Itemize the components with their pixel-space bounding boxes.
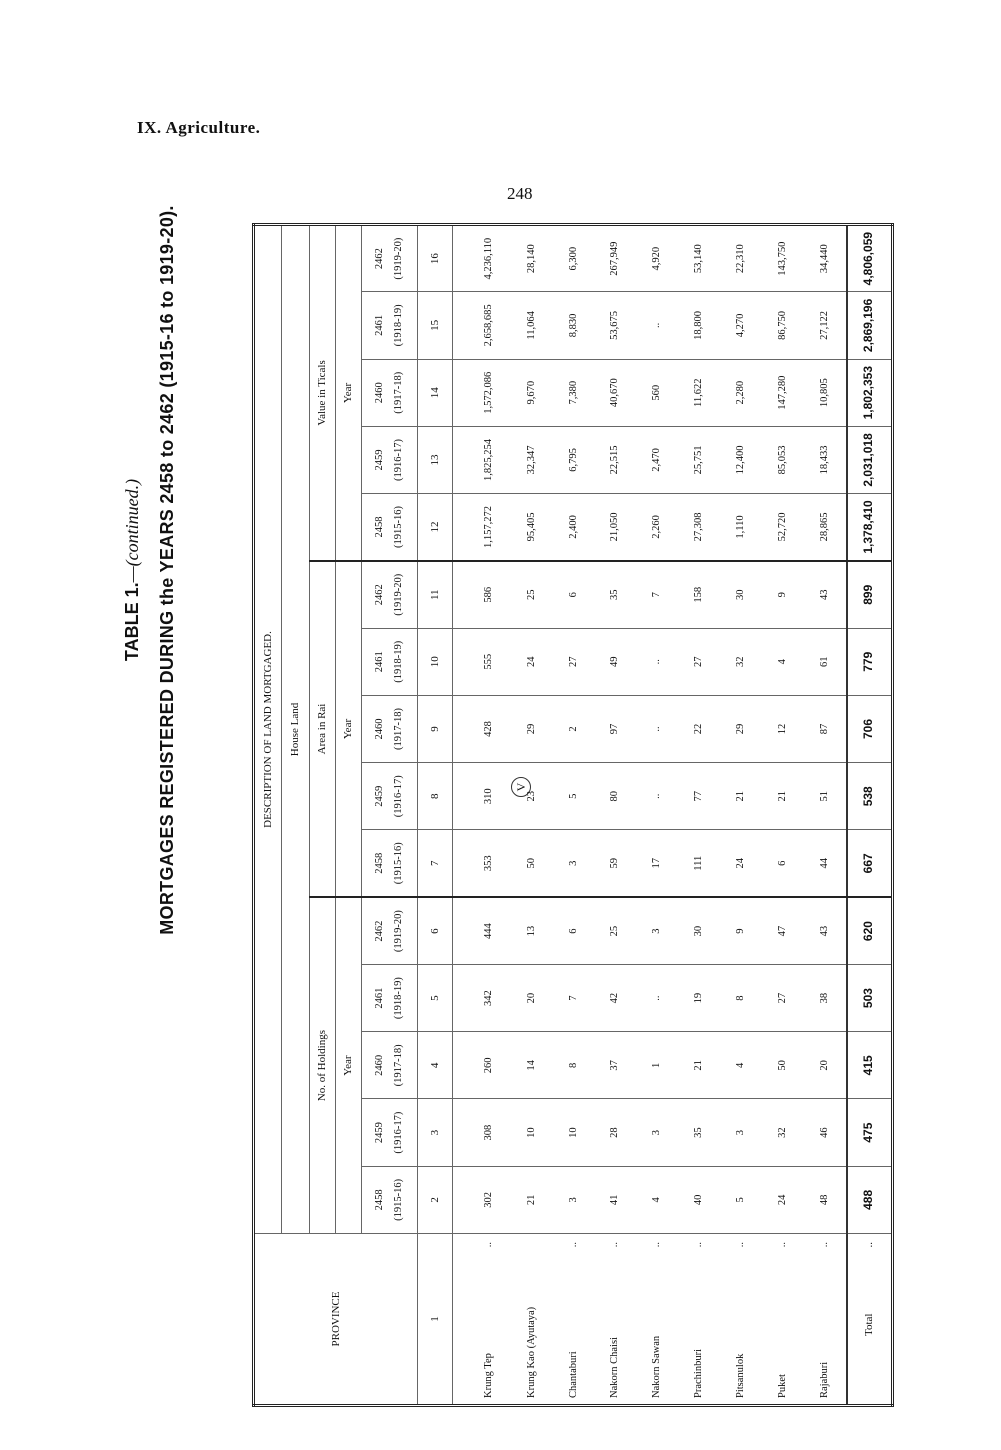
- table-titles: [70, 140, 230, 1000]
- table-title: [122, 140, 143, 1000]
- value-cell: 267,949: [594, 225, 636, 292]
- year-be: 2461: [374, 987, 386, 1009]
- area-cell: 24: [511, 628, 553, 695]
- province-name: Nakorn Sawan: [651, 1335, 663, 1398]
- area-cell: 27: [553, 628, 595, 695]
- holdings-cell: 21: [511, 1166, 553, 1233]
- holdings-cell: 620: [847, 897, 893, 964]
- year-ad: (1917-18): [392, 1044, 404, 1087]
- area-cell: 310: [453, 763, 511, 830]
- holdings-cell: 50: [762, 1032, 804, 1099]
- year-ad: (1918-19): [392, 304, 404, 347]
- year-be: 2458: [374, 516, 386, 538]
- year-be: 2460: [374, 1054, 386, 1076]
- value-cell: 22,515: [594, 426, 636, 493]
- area-cell: 25: [511, 561, 553, 628]
- area-cell: 27: [678, 628, 720, 695]
- holdings-cell: 41: [594, 1166, 636, 1233]
- year-be: 2462: [374, 920, 386, 942]
- holdings-cell: 42: [594, 964, 636, 1031]
- year-header-cell: [362, 897, 418, 964]
- holdings-cell: 4: [720, 1032, 762, 1099]
- area-cell: 50: [511, 830, 553, 897]
- holdings-cell: 27: [762, 964, 804, 1031]
- year-ad: (1916-17): [392, 438, 404, 481]
- year-header-cell: [362, 359, 418, 426]
- value-cell: 40,670: [594, 359, 636, 426]
- holdings-cell: 35: [678, 1099, 720, 1166]
- area-cell: 158: [678, 561, 720, 628]
- value-cell: 10,805: [804, 359, 847, 426]
- year-ad: (1919-20): [392, 237, 404, 280]
- province-cell: [553, 1234, 595, 1406]
- holdings-cell: 475: [847, 1099, 893, 1166]
- year-header-cell: [362, 1099, 418, 1166]
- year-ad: (1917-18): [392, 371, 404, 414]
- province-cell: [636, 1234, 678, 1406]
- area-cell: 706: [847, 695, 893, 762]
- column-number: 11: [418, 561, 453, 628]
- year-header-cell: [362, 763, 418, 830]
- year-be: 2461: [374, 651, 386, 673]
- year-be: 2459: [374, 449, 386, 471]
- value-cell: 560: [636, 359, 678, 426]
- year-header-cell: [362, 292, 418, 359]
- leader-dots: ..: [863, 1242, 876, 1248]
- holdings-cell: 5: [720, 1166, 762, 1233]
- area-cell: 61: [804, 628, 847, 695]
- table-header: [254, 225, 418, 1406]
- holdings-cell: 30: [678, 897, 720, 964]
- column-number: 7: [418, 830, 453, 897]
- area-cell: 7: [636, 561, 678, 628]
- province-name: Krung Tep: [482, 1353, 494, 1398]
- area-year-header: Year: [336, 561, 362, 897]
- value-cell: 18,800: [678, 292, 720, 359]
- year-header-cell: [362, 426, 418, 493]
- value-cell: 18,433: [804, 426, 847, 493]
- year-header-cell: [362, 225, 418, 292]
- column-number: 1: [418, 1234, 453, 1406]
- value-cell: 7,380: [553, 359, 595, 426]
- province-cell: [678, 1234, 720, 1406]
- province-cell: [847, 1234, 893, 1406]
- value-cell: 25,751: [678, 426, 720, 493]
- year-ad: (1918-19): [392, 977, 404, 1020]
- holdings-cell: 20: [804, 1032, 847, 1099]
- area-cell: 538: [847, 763, 893, 830]
- value-cell: 2,658,685: [453, 292, 511, 359]
- area-cell: 24: [720, 830, 762, 897]
- year-ad: (1918-19): [392, 640, 404, 683]
- holdings-cell: 260: [453, 1032, 511, 1099]
- leader-dots: ..: [818, 1242, 830, 1248]
- year-header-cell: [362, 561, 418, 628]
- mortgage-table-container: [252, 223, 894, 1407]
- year-be: 2462: [374, 248, 386, 270]
- province-cell: [594, 1234, 636, 1406]
- column-number: 15: [418, 292, 453, 359]
- value-cell: 4,806,059: [847, 225, 893, 292]
- year-row: [362, 225, 418, 1406]
- year-header-cell: [362, 1032, 418, 1099]
- area-cell: 586: [453, 561, 511, 628]
- year-be: 2459: [374, 785, 386, 807]
- value-cell: 22,310: [720, 225, 762, 292]
- year-header-cell: [362, 1166, 418, 1233]
- area-cell: 555: [453, 628, 511, 695]
- holdings-header: No. of Holdings: [310, 897, 336, 1233]
- holdings-cell: 10: [511, 1099, 553, 1166]
- value-year-header: Year: [336, 225, 362, 561]
- area-cell: 29: [511, 695, 553, 762]
- table-number: TABLE 1.: [122, 582, 142, 662]
- value-cell: 4,270: [720, 292, 762, 359]
- leader-dots: ..: [734, 1242, 746, 1248]
- holdings-cell: ..: [636, 964, 678, 1031]
- holdings-cell: 8: [720, 964, 762, 1031]
- area-cell: 899: [847, 561, 893, 628]
- holdings-cell: 25: [594, 897, 636, 964]
- area-cell: 49: [594, 628, 636, 695]
- value-cell: 52,720: [762, 494, 804, 561]
- holdings-cell: 21: [678, 1032, 720, 1099]
- holdings-cell: 8: [553, 1032, 595, 1099]
- value-cell: 143,750: [762, 225, 804, 292]
- table-subtitle: MORTGAGES REGISTERED DURING the YEARS 2458 to 2462 (1915-16 to 1919-20).: [157, 205, 177, 935]
- column-number: 14: [418, 359, 453, 426]
- area-cell: 5: [553, 763, 595, 830]
- leader-dots: ..: [567, 1242, 579, 1248]
- area-cell: ..: [636, 695, 678, 762]
- holdings-cell: 488: [847, 1166, 893, 1233]
- value-cell: 1,378,410: [847, 494, 893, 561]
- holdings-cell: 47: [762, 897, 804, 964]
- value-cell: 2,470: [636, 426, 678, 493]
- area-cell: 80: [594, 763, 636, 830]
- holdings-cell: 37: [594, 1032, 636, 1099]
- area-cell: 35: [594, 561, 636, 628]
- section-heading: IX. Agriculture.: [137, 118, 261, 137]
- value-cell: 2,280: [720, 359, 762, 426]
- holdings-cell: 19: [678, 964, 720, 1031]
- value-cell: 6,300: [553, 225, 595, 292]
- value-cell: 1,572,086: [453, 359, 511, 426]
- year-header-cell: [362, 695, 418, 762]
- column-number: 13: [418, 426, 453, 493]
- value-cell: 27,122: [804, 292, 847, 359]
- area-cell: 779: [847, 628, 893, 695]
- value-cell: 4,236,110: [453, 225, 511, 292]
- value-cell: 53,675: [594, 292, 636, 359]
- year-be: 2458: [374, 1189, 386, 1211]
- mortgage-table: [252, 223, 894, 1407]
- year-ad: (1919-20): [392, 573, 404, 616]
- value-cell: 28,865: [804, 494, 847, 561]
- area-header: Area in Rai: [310, 561, 336, 897]
- total-row: [847, 225, 893, 1406]
- year-header-cell: [362, 830, 418, 897]
- area-cell: ..: [636, 628, 678, 695]
- value-cell: 2,260: [636, 494, 678, 561]
- holdings-cell: 7: [553, 964, 595, 1031]
- year-header-cell: [362, 964, 418, 1031]
- province-header: PROVINCE: [254, 1234, 418, 1406]
- column-number: 9: [418, 695, 453, 762]
- area-cell: 6: [762, 830, 804, 897]
- province-name: Total: [863, 1313, 876, 1336]
- value-cell: 12,400: [720, 426, 762, 493]
- holdings-cell: 1: [636, 1032, 678, 1099]
- holdings-cell: 24: [762, 1166, 804, 1233]
- holdings-cell: 3: [636, 1099, 678, 1166]
- area-cell: 667: [847, 830, 893, 897]
- table-row: [453, 225, 511, 1406]
- leader-dots: ..: [609, 1242, 621, 1248]
- area-cell: ..: [636, 763, 678, 830]
- continued-label: —(continued.): [122, 478, 142, 583]
- holdings-cell: 302: [453, 1166, 511, 1233]
- value-cell: 1,802,353: [847, 359, 893, 426]
- holdings-year-header: Year: [336, 897, 362, 1233]
- value-cell: 95,405: [511, 494, 553, 561]
- area-cell: 4: [762, 628, 804, 695]
- leader-dots: ..: [482, 1242, 494, 1248]
- holdings-cell: 48: [804, 1166, 847, 1233]
- column-number: 2: [418, 1166, 453, 1233]
- area-cell: 21: [720, 763, 762, 830]
- leader-dots: ..: [651, 1242, 663, 1248]
- value-cell: 2,400: [553, 494, 595, 561]
- value-cell: 21,050: [594, 494, 636, 561]
- area-cell: 12: [762, 695, 804, 762]
- holdings-cell: 32: [762, 1099, 804, 1166]
- province-cell: [511, 1234, 553, 1406]
- area-cell: 6: [553, 561, 595, 628]
- area-cell: 3: [553, 830, 595, 897]
- area-cell: 59: [594, 830, 636, 897]
- table-row: [594, 225, 636, 1406]
- holdings-cell: 28: [594, 1099, 636, 1166]
- area-cell: 111: [678, 830, 720, 897]
- province-cell: [720, 1234, 762, 1406]
- holdings-cell: 43: [804, 897, 847, 964]
- description-header: DESCRIPTION OF LAND MORTGAGED.: [254, 225, 282, 1234]
- value-cell: 27,308: [678, 494, 720, 561]
- value-cell: 6,795: [553, 426, 595, 493]
- area-cell: 22: [678, 695, 720, 762]
- holdings-cell: 9: [720, 897, 762, 964]
- column-number: 8: [418, 763, 453, 830]
- value-cell: 1,825,254: [453, 426, 511, 493]
- area-cell: 9: [762, 561, 804, 628]
- holdings-cell: 3: [720, 1099, 762, 1166]
- area-cell: 29: [720, 695, 762, 762]
- leader-dots: ..: [776, 1242, 788, 1248]
- area-cell: 21: [762, 763, 804, 830]
- holdings-cell: 40: [678, 1166, 720, 1233]
- value-cell: 1,110: [720, 494, 762, 561]
- area-cell: 97: [594, 695, 636, 762]
- value-header: Value in Ticals: [310, 225, 336, 561]
- value-cell: 53,140: [678, 225, 720, 292]
- table-row: [553, 225, 595, 1406]
- column-number: 4: [418, 1032, 453, 1099]
- area-cell: 2: [553, 695, 595, 762]
- province-name: Pitsanulok: [734, 1353, 746, 1398]
- column-number: 3: [418, 1099, 453, 1166]
- year-be: 2462: [374, 584, 386, 606]
- value-cell: 8,830: [553, 292, 595, 359]
- table-row: [636, 225, 678, 1406]
- area-cell: 428: [453, 695, 511, 762]
- table-row: [678, 225, 720, 1406]
- value-cell: 2,031,018: [847, 426, 893, 493]
- column-number-row: [418, 225, 453, 1406]
- holdings-cell: 14: [511, 1032, 553, 1099]
- year-ad: (1915-16): [392, 505, 404, 548]
- area-cell: 17: [636, 830, 678, 897]
- province-name: Nakorn Chaisi: [609, 1337, 621, 1398]
- province-cell: [762, 1234, 804, 1406]
- holdings-cell: 13: [511, 897, 553, 964]
- area-cell: 51: [804, 763, 847, 830]
- year-be: 2461: [374, 314, 386, 336]
- value-cell: ..: [636, 292, 678, 359]
- year-be: 2460: [374, 718, 386, 740]
- area-cell: 353: [453, 830, 511, 897]
- year-ad: (1916-17): [392, 1111, 404, 1154]
- value-cell: 4,920: [636, 225, 678, 292]
- year-header-cell: [362, 494, 418, 561]
- column-number: 6: [418, 897, 453, 964]
- province-name: Puket: [776, 1374, 788, 1398]
- province-name: Prachinburi: [693, 1349, 705, 1398]
- value-cell: 9,670: [511, 359, 553, 426]
- area-cell: 44: [804, 830, 847, 897]
- column-number: 16: [418, 225, 453, 292]
- year-ad: (1917-18): [392, 708, 404, 751]
- value-cell: 2,869,196: [847, 292, 893, 359]
- holdings-cell: 3: [636, 897, 678, 964]
- area-cell: 43: [804, 561, 847, 628]
- area-cell: 23: [511, 763, 553, 830]
- province-name: Chantaburi: [567, 1351, 579, 1398]
- column-number: 12: [418, 494, 453, 561]
- holdings-cell: 415: [847, 1032, 893, 1099]
- table-row: [762, 225, 804, 1406]
- table-body: [453, 225, 847, 1406]
- value-cell: 32,347: [511, 426, 553, 493]
- column-number: 10: [418, 628, 453, 695]
- leader-dots: ..: [693, 1242, 705, 1248]
- province-name: Krung Kao (Ayutaya): [525, 1306, 537, 1398]
- year-ad: (1915-16): [392, 1178, 404, 1221]
- year-be: 2459: [374, 1122, 386, 1144]
- holdings-cell: 46: [804, 1099, 847, 1166]
- holdings-cell: 38: [804, 964, 847, 1031]
- area-cell: 87: [804, 695, 847, 762]
- holdings-cell: 4: [636, 1166, 678, 1233]
- year-ad: (1919-20): [392, 910, 404, 953]
- year-ad: (1915-16): [392, 842, 404, 885]
- page-number: 248: [507, 184, 533, 203]
- holdings-cell: 308: [453, 1099, 511, 1166]
- value-cell: 11,622: [678, 359, 720, 426]
- area-cell: 30: [720, 561, 762, 628]
- table-row: [511, 225, 553, 1406]
- house-land-header: House Land: [282, 225, 310, 1234]
- page-mark: V: [511, 777, 531, 797]
- province-name: Rajaburi: [818, 1361, 830, 1398]
- value-cell: 85,053: [762, 426, 804, 493]
- area-cell: 77: [678, 763, 720, 830]
- value-cell: 11,064: [511, 292, 553, 359]
- year-ad: (1916-17): [392, 775, 404, 818]
- province-cell: [453, 1234, 511, 1406]
- table-row: [804, 225, 847, 1406]
- holdings-cell: 6: [553, 897, 595, 964]
- holdings-cell: 20: [511, 964, 553, 1031]
- year-be: 2458: [374, 852, 386, 874]
- area-cell: 32: [720, 628, 762, 695]
- value-cell: 147,280: [762, 359, 804, 426]
- year-be: 2460: [374, 382, 386, 404]
- value-cell: 86,750: [762, 292, 804, 359]
- column-number: 5: [418, 964, 453, 1031]
- value-cell: 1,157,272: [453, 494, 511, 561]
- holdings-cell: 503: [847, 964, 893, 1031]
- value-cell: 28,140: [511, 225, 553, 292]
- holdings-cell: 3: [553, 1166, 595, 1233]
- holdings-cell: 342: [453, 964, 511, 1031]
- value-cell: 34,440: [804, 225, 847, 292]
- year-header-cell: [362, 628, 418, 695]
- holdings-cell: 10: [553, 1099, 595, 1166]
- holdings-cell: 444: [453, 897, 511, 964]
- province-cell: [804, 1234, 847, 1406]
- table-row: [720, 225, 762, 1406]
